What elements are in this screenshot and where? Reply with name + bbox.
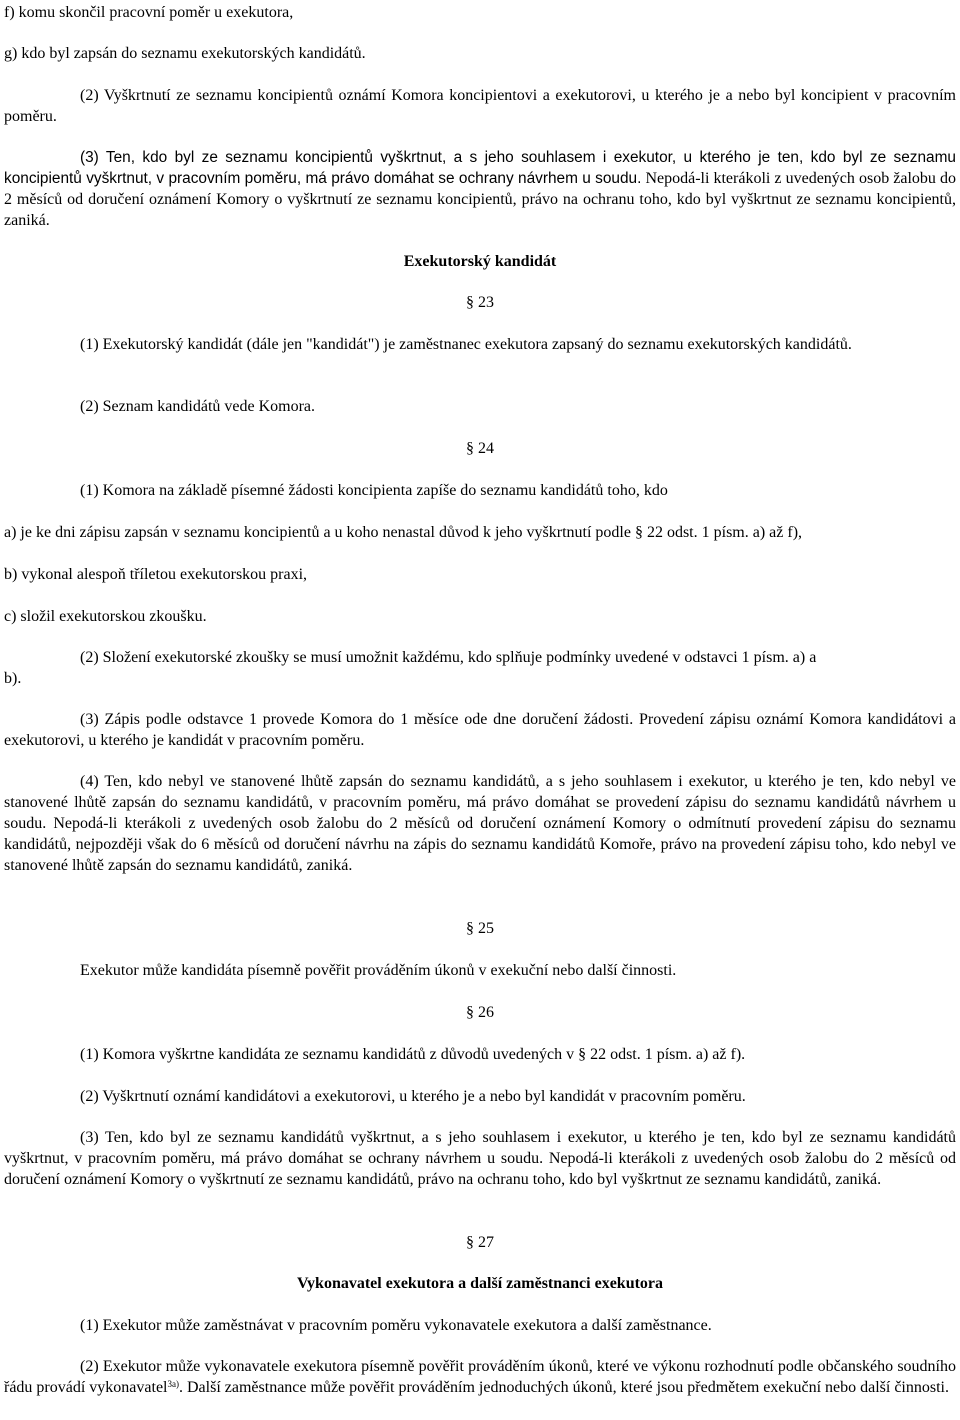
section-23 <box>4 292 956 313</box>
paragraph-item-g: g) kdo byl zapsán do seznamu exekutorských kandidátů. <box>4 45 366 62</box>
paragraph-24-2: (2) Složení exekutorské zkoušky se musí umožnit každému, kdo splňuje podmínky uvedené v odstavci 1 písm. a) a <box>80 649 817 666</box>
section-number: 27 <box>478 1234 494 1251</box>
paragraph-23-2: (2) Seznam kandidátů vede Komora. <box>80 398 316 415</box>
paragraph-24-a: a) je ke dni zápisu zapsán v seznamu koncipientů a u koho nenastal důvod k jeho vyškrtnutí podle § 22 odst. 1 písm. a) až f), <box>4 524 803 541</box>
section-sign: § <box>466 440 474 457</box>
section-number: 23 <box>478 294 494 311</box>
paragraph-24-c: c) složil exekutorskou zkoušku. <box>4 608 207 625</box>
paragraph-27-2-text-end: . Další zaměstnance může pověřit prováděním jednoduchých úkonů, které jsou předmětem exekuční nebo další činnosti. <box>179 1379 949 1396</box>
section-27 <box>4 1232 956 1253</box>
paragraph-27-2 <box>4 1356 956 1398</box>
section-number: 26 <box>478 1004 494 1021</box>
heading-vykonavatel: Vykonavatel exekutora a další zaměstnanci exekutora <box>296 1275 664 1292</box>
paragraph-21-2: (2) Vyškrtnutí ze seznamu koncipientů oznámí Komora koncipientovi a exekutorovi, u kterého je a nebo byl koncipient v pracovním poměru. <box>4 87 956 125</box>
paragraph-27-2-text: (2) Exekutor může vykonavatele exekutora písemně pověřit prováděním úkonů, které ve výkonu rozhodnutí podle občanského soudního řádu provádí vykonavatel <box>4 1358 956 1396</box>
paragraph-24-b: b) vykonal alespoň tříletou exekutorskou praxi, <box>4 566 308 583</box>
section-sign: § <box>466 1234 474 1251</box>
paragraph-24-3: (3) Zápis podle odstavce 1 provede Komora do 1 měsíce ode dne doručení žádosti. Provedení zápisu oznámí Komora kandidátovi a exekutorovi, u kterého je kandidát v pracovním poměru. <box>4 711 956 749</box>
paragraph-21-3 <box>4 147 956 231</box>
paragraph-27-1: (1) Exekutor může zaměstnávat v pracovním poměru vykonavatele exekutora a další zaměstnance. <box>80 1317 712 1334</box>
paragraph-24-1: (1) Komora na základě písemné žádosti koncipienta zapíše do seznamu kandidátů toho, kdo <box>80 482 668 499</box>
paragraph-21-3-rest: Nepodá-li kterákoli z uvedených osob žalobu do 2 měsíců od doručení oznámení Komory o vyškrtnutí ze seznamu koncipientů, právo na ochranu toho, kdo byl vyškrtnut ze seznamu koncipientů, zaniká. <box>4 170 957 229</box>
section-sign: § <box>466 920 474 937</box>
section-number: 24 <box>478 440 494 457</box>
section-number: 25 <box>478 920 494 937</box>
section-sign: § <box>466 1004 474 1021</box>
section-24 <box>4 438 956 459</box>
paragraph-26-3: (3) Ten, kdo byl ze seznamu kandidátů vyškrtnut, a s jeho souhlasem i exekutor, u kterého je ten, kdo byl ze seznamu kandidátů vyškrtnut, v pracovním poměru, má právo domáhat se ochrany návrhem u soudu. Nepodá-li kterákoli z uvedených osob žalobu do 2 měsíců od doručení oznámení Komory o vyškrtnutí ze seznamu kandidátů, právo na ochranu toho, kdo byl vyškrtnut ze seznamu kandidátů, zaniká. <box>4 1129 956 1188</box>
paragraph-25: Exekutor může kandidáta písemně pověřit prováděním úkonů v exekuční nebo další činnosti. <box>80 962 677 979</box>
section-25 <box>4 918 956 939</box>
section-26 <box>4 1002 956 1023</box>
footnote-reference[interactable]: 3a) <box>167 1379 179 1389</box>
paragraph-item-f: f) komu skončil pracovní poměr u exekutora, <box>4 4 294 21</box>
paragraph-26-1: (1) Komora vyškrtne kandidáta ze seznamu kandidátů z důvodů uvedených v § 22 odst. 1 písm. a) až f). <box>80 1046 746 1063</box>
paragraph-21-3-sans-part: (3) Ten, kdo byl ze seznamu koncipientů vyškrtnut, a s jeho souhlasem i exekutor, u kterého je ten, kdo byl ze seznamu koncipientů vyškrtnut, v pracovním poměru, má právo domáhat se ochrany návrhem u soudu. <box>4 149 956 187</box>
paragraph-24-4: (4) Ten, kdo nebyl ve stanovené lhůtě zapsán do seznamu kandidátů, a s jeho souhlasem i exekutor, u kterého je ten, kdo nebyl ve stanovené lhůtě zapsán do seznamu kandidátů, v pracovním poměru, má právo domáhat se provedení zápisu do seznamu kandidátů návrhem u soudu. Nepodá-li kterákoli z uvedených osob žalobu do 2 měsíců od doručení oznámení Komory o odmítnutí provedení zápisu do seznamu kandidátů, nejpozději však do 6 měsíců od doručení návrhu na zápis do seznamu kandidátů Komoře, právo na provedení zápisu toho, kdo nebyl ve stanovené lhůtě zapsán do seznamu kandidátů, zaniká. <box>4 773 956 874</box>
heading-exekutorsky-kandidat: Exekutorský kandidát <box>403 253 557 270</box>
paragraph-23-1: (1) Exekutorský kandidát (dále jen "kandidát") je zaměstnanec exekutora zapsaný do seznamu exekutorských kandidátů. <box>80 336 852 353</box>
section-sign: § <box>466 294 474 311</box>
paragraph-24-2-tail: b). <box>4 670 22 687</box>
paragraph-26-2: (2) Vyškrtnutí oznámí kandidátovi a exekutorovi, u kterého je a nebo byl kandidát v pracovním poměru. <box>80 1088 746 1105</box>
